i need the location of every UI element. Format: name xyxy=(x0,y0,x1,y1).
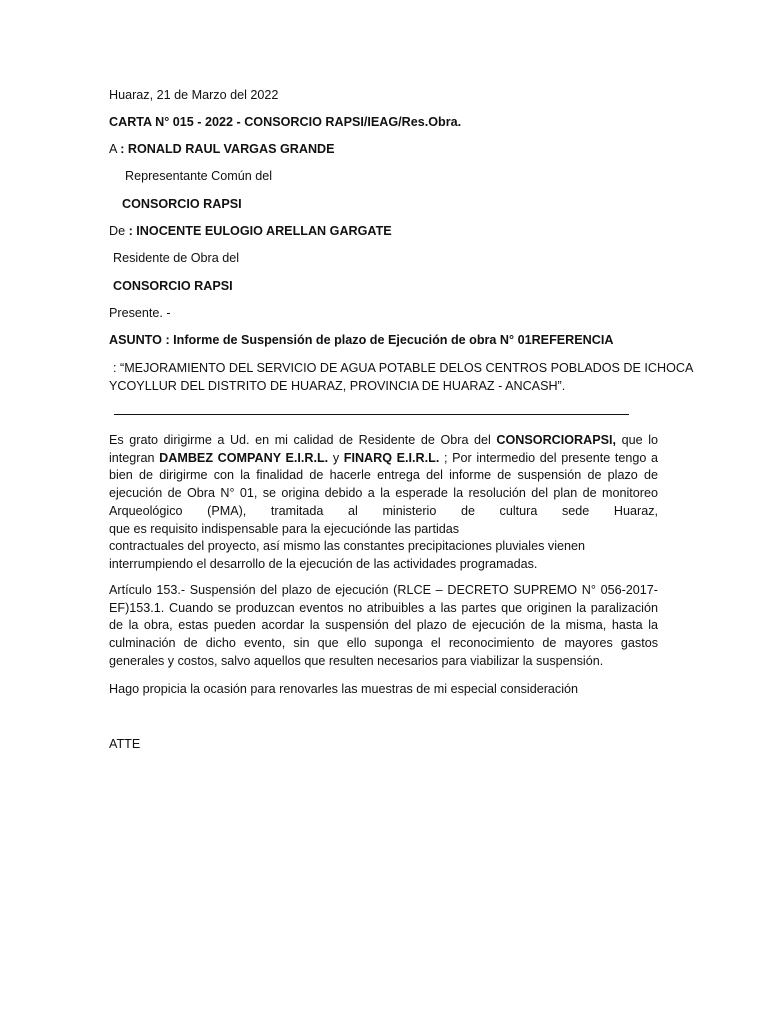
body1-line-7: contractuales del proyecto, así mismo las constantes precipitaciones pluviales vienen xyxy=(109,539,586,554)
body1-line-1 xyxy=(109,432,658,450)
body1-line-6: que es requisito indispensable para la ejecuciónde las partidas xyxy=(109,521,460,536)
body1-line-5: Arqueológico (PMA), tramitada al ministerio de cultura sede Huaraz, xyxy=(109,503,658,518)
body1-text: Es grato dirigirme a Ud. en mi calidad de Residente de Obra del xyxy=(109,433,497,447)
sender-line xyxy=(109,223,392,239)
recipient-organization: CONSORCIO RAPSI xyxy=(122,197,242,211)
sender-name: : INOCENTE EULOGIO ARELLAN GARGATE xyxy=(128,224,392,238)
letter-date: Huaraz, 21 de Marzo del 2022 xyxy=(109,88,279,102)
body1-text: y xyxy=(328,450,344,465)
separator-rule xyxy=(114,414,629,415)
body2-line-3: de la obra, estas pueden acordar la suspensión del plazo de ejecución de la misma, hasta la xyxy=(109,618,658,633)
closing-line: Hago propicia la ocasión para renovarles las muestras de mi especial consideración xyxy=(109,682,579,696)
recipient-line xyxy=(109,141,335,157)
company-dambez: DAMBEZ COMPANY E.I.R.L. xyxy=(159,450,329,465)
body1-line-8: interrumpiendo el desarrollo de la ejecución de las actividades programadas. xyxy=(109,556,538,571)
signoff: ATTE xyxy=(109,737,141,751)
body2-line-2: EF)153.1. Cuando se produzcan eventos no atribuibles a las partes que originen la paralización xyxy=(109,600,658,615)
body1-text: que lo xyxy=(616,433,658,447)
recipient-name: : RONALD RAUL VARGAS GRANDE xyxy=(120,142,335,156)
body2-line-1: Artículo 153.- Suspensión del plazo de ejecución (RLCE – DECRETO SUPREMO N° 056-2017- xyxy=(109,583,658,597)
body1-text: integran xyxy=(109,450,160,465)
recipient-prefix: A xyxy=(109,142,121,156)
referencia-line-2: YCOYLLUR DEL DISTRITO DE HUARAZ, PROVINCIA DE HUARAZ - ANCASH”. xyxy=(109,379,566,393)
recipient-role: Representante Común del xyxy=(125,169,273,183)
body2-line-5: generales y costos, salvo aquellos que resulten necesarios para viabilizar la suspensión. xyxy=(109,653,604,668)
carta-reference: CARTA N° 015 - 2022 - CONSORCIO RAPSI/IEAG/Res.Obra. xyxy=(109,115,462,129)
sender-role: Residente de Obra del xyxy=(113,251,240,265)
company-finarq: FINARQ E.I.R.L. xyxy=(343,450,440,465)
presente-line: Presente. - xyxy=(109,306,171,320)
body-paragraph-2 xyxy=(109,582,658,671)
body2-line-4: culminación de dicho evento, sin que ello suponga el reconocimiento de mayores gastos xyxy=(109,636,658,651)
body1-line-3: bien de dirigirme con la finalidad de hacerle entrega del informe de suspensión de plazo de xyxy=(109,468,658,483)
body1-line-2 xyxy=(109,450,658,468)
asunto-line: ASUNTO : Informe de Suspensión de plazo de Ejecución de obra N° 01REFERENCIA xyxy=(109,333,614,347)
referencia-line-1: : “MEJORAMIENTO DEL SERVICIO DE AGUA POTABLE DELOS CENTROS POBLADOS DE ICHOCA xyxy=(113,361,694,375)
sender-organization: CONSORCIO RAPSI xyxy=(113,279,233,293)
body-paragraph-1 xyxy=(109,432,658,574)
body1-text: ; Por intermedio del presente tengo a xyxy=(439,450,659,465)
consortium-name: CONSORCIORAPSI, xyxy=(496,433,617,447)
body1-line-4: ejecución de Obra N° 01, se origina debido a la esperade la resolución del plan de monitoreo xyxy=(109,486,658,501)
sender-prefix: De xyxy=(109,224,129,238)
